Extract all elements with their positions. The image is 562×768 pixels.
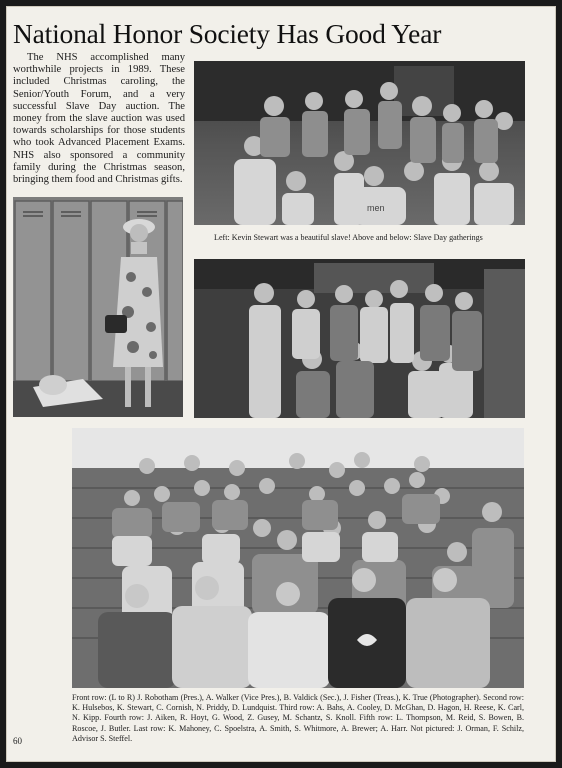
group-photo-caption: Front row: (L to R) J. Robotham (Pres.), A. Walker (Vice Pres.), B. Valdick (Sec.), J. Fisher (Treas.), K. True (Photographer). Second row: K. Hulsebos, K. Stewart, C. Cornish, N. Priddy, D. Lundquist. Third row: A. Bahs, A. Cooley, D. McGhan, D. Hagon, H. Reese, K. Carl, N. Kipp. Fourth row: J. Aiken, R. Hoyt, G. Wood, Z. Gusey, M. Schantz, S. Knoll. Fifth row: L. Thompson, M. Reid, S. Bowen, B. Roscoe, J. Butler. Last row: K. Mahoney, C. Spoelstra, A. Smith, S. Whitmore, A. Brewer; A. Harr. Not pictured: J. Orman, F. Schilz, Advisor S. Steffel. (72, 693, 524, 743)
nhs-group-photo (72, 428, 524, 688)
page-number: 60 (13, 736, 22, 746)
slave-day-group-photo-bottom (194, 259, 525, 418)
intro-paragraph: The NHS accomplished many worthwhile projects in 1989. These included Christmas caroling, the Senior/Youth Forum, and a very successful Slave Day auction. The money from the slave auction was used towards scholarships for those students who took Advanced Placement Exams. NHS also sponsored a community family during the Christmas season, bringing them food and Christmas gifts. (13, 52, 185, 186)
slave-day-caption: Left: Kevin Stewart was a beautiful slave! Above and below: Slave Day gatherings (214, 233, 483, 242)
shirt-text: men (367, 203, 385, 213)
page-headline: National Honor Society Has Good Year (13, 18, 442, 49)
yearbook-page (6, 6, 556, 762)
slave-day-group-photo-top (194, 61, 525, 225)
kevin-stewart-photo (13, 197, 183, 417)
